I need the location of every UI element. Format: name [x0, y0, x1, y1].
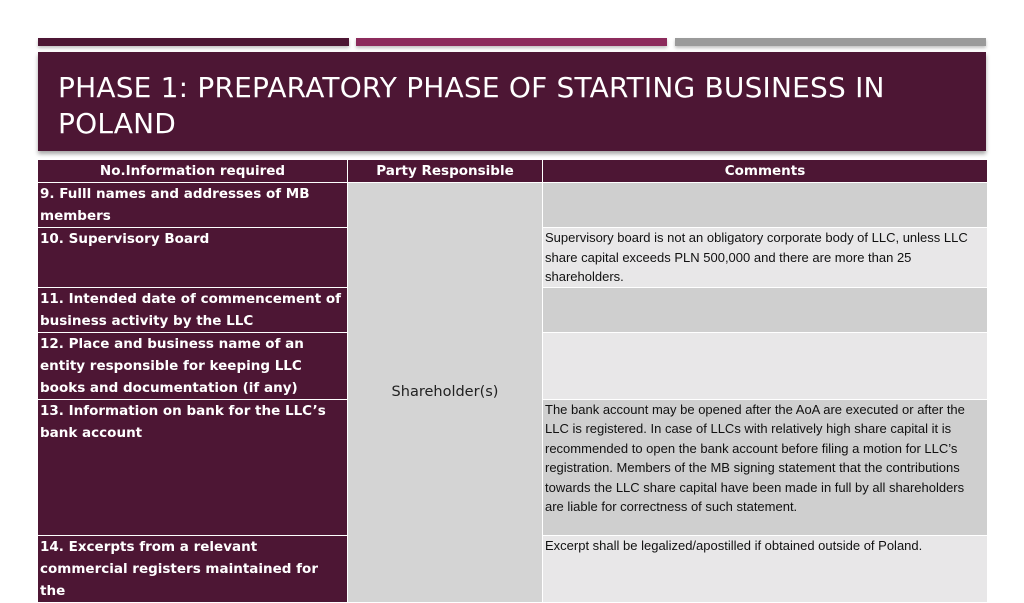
info-cell: 11. Intended date of commencement of business activity by the LLC	[38, 287, 348, 332]
table-row	[38, 183, 988, 228]
comment-cell: Supervisory board is not an obligatory corporate body of LLC, unless LLC share capital exceeds PLN 500,000 and there are more than 25 shareholders.	[543, 228, 988, 288]
requirements-table	[37, 159, 988, 603]
table-header-row	[38, 160, 988, 183]
accent-bar-middle	[356, 38, 667, 46]
info-cell: 10. Supervisory Board	[38, 228, 348, 288]
comment-cell: The bank account may be opened after the AoA are executed or after the LLC is registered. In case of LLCs with relatively high share capital it is recommended to open the bank account before filing a motion for LLC’s registration. Members of the MB signing statement that the contributions towards the LLC share capital have been made in full by all shareholders are liable for correctness of such statement.	[543, 399, 988, 535]
info-cell: 14. Excerpts from a relevant commercial registers maintained for the	[38, 535, 348, 602]
header-comments: Comments	[543, 160, 988, 183]
header-information-required: No.Information required	[38, 160, 348, 183]
party-responsible-cell: Shareholder(s)	[348, 183, 543, 603]
slide-title: PHASE 1: PREPARATORY PHASE OF STARTING BUSINESS IN POLAND	[58, 71, 885, 140]
comment-cell	[543, 183, 988, 228]
comment-cell	[543, 332, 988, 399]
header-party-responsible: Party Responsible	[348, 160, 543, 183]
accent-bar-left	[38, 38, 349, 46]
comment-cell: Excerpt shall be legalized/apostilled if obtained outside of Poland.	[543, 535, 988, 602]
accent-bar-right	[675, 38, 986, 46]
info-cell: 13. Information on bank for the LLC’s bank account	[38, 399, 348, 535]
comment-cell	[543, 287, 988, 332]
title-banner	[38, 52, 986, 151]
info-cell: 12. Place and business name of an entity responsible for keeping LLC books and documentation (if any)	[38, 332, 348, 399]
info-cell: 9. Fulll names and addresses of MB members	[38, 183, 348, 228]
